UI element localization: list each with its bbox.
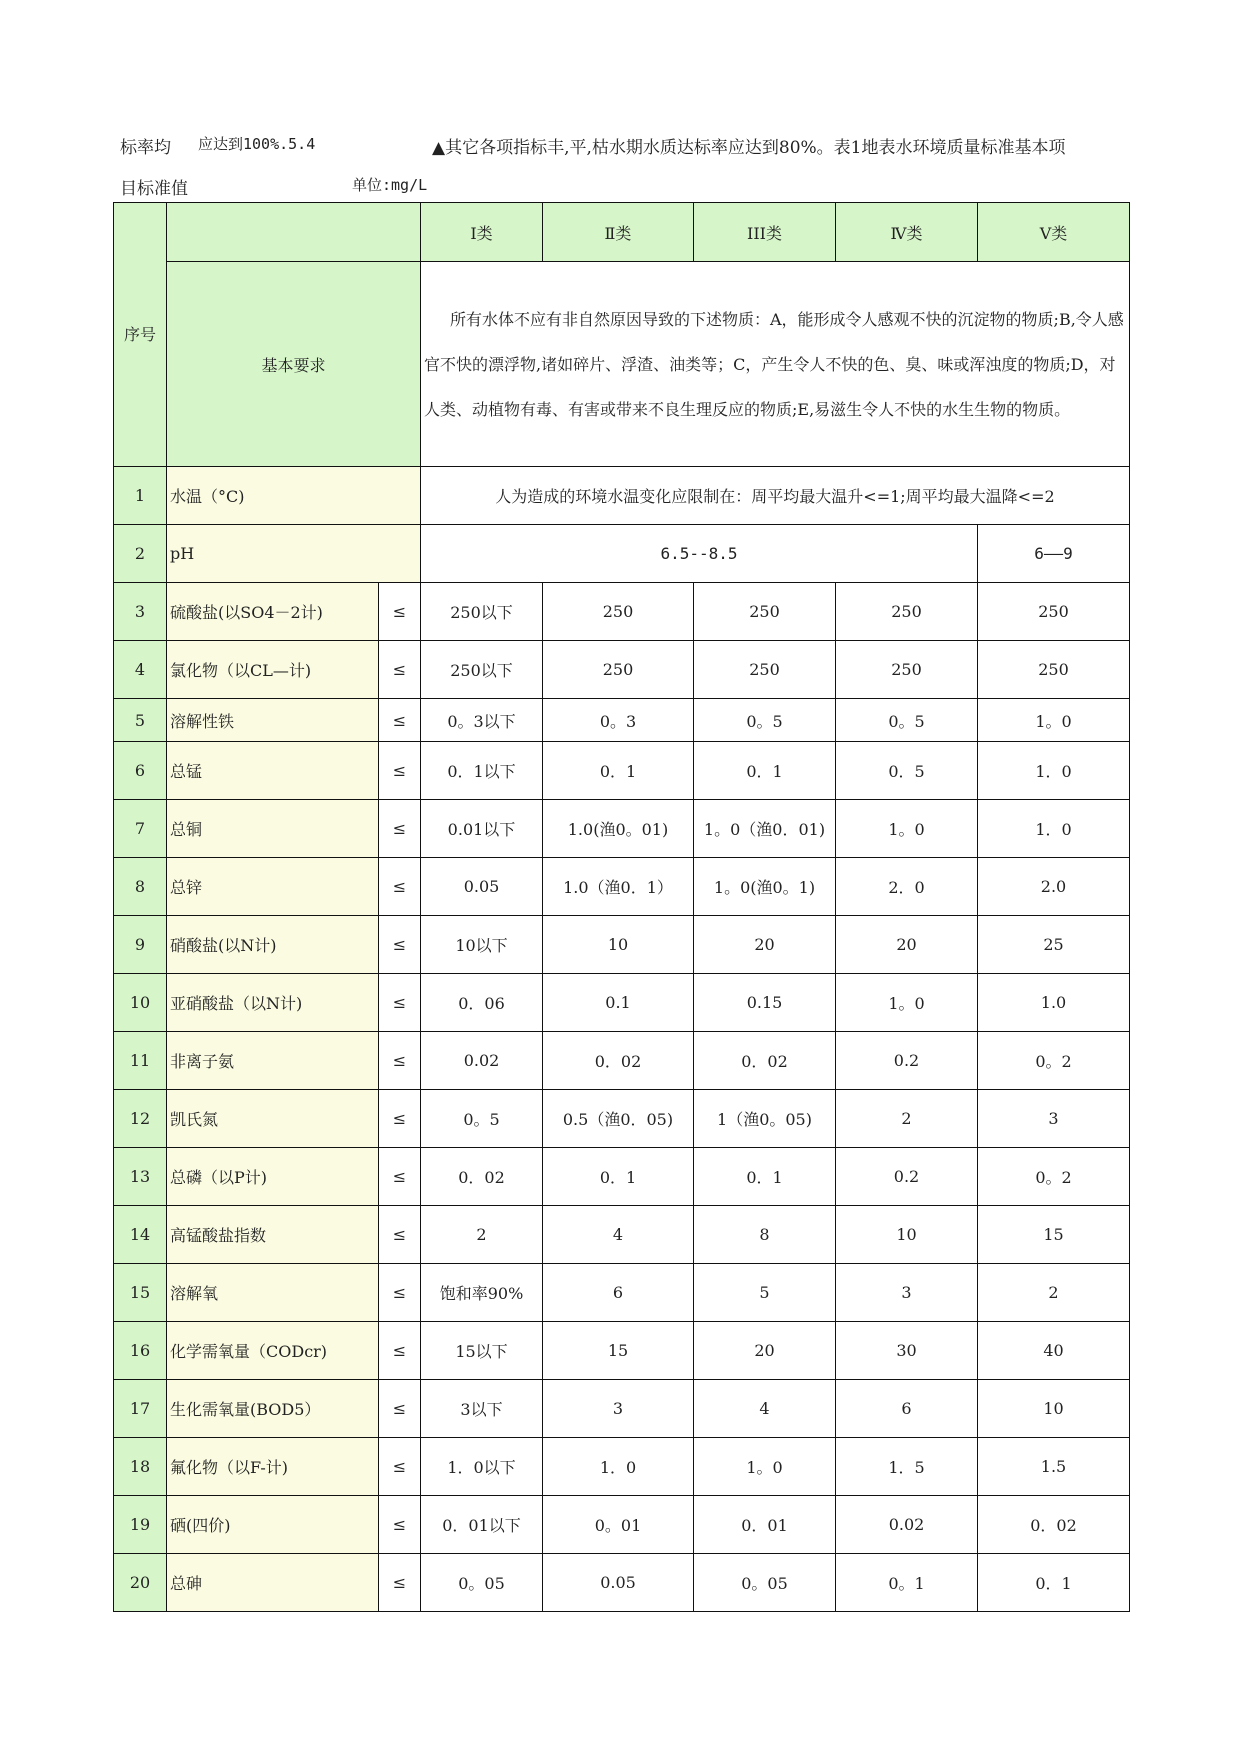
class-2-value: 15 bbox=[543, 1322, 694, 1380]
row-no: 6 bbox=[114, 742, 167, 800]
class-3-value: 250 bbox=[694, 641, 836, 699]
item-header-blank bbox=[167, 203, 421, 262]
row-water-temp bbox=[114, 467, 1130, 525]
class-1-value: 0．01以下 bbox=[421, 1496, 543, 1554]
class-3-value: 250 bbox=[694, 583, 836, 641]
le-symbol: ≤ bbox=[379, 1264, 421, 1322]
le-symbol: ≤ bbox=[379, 1090, 421, 1148]
table-row bbox=[114, 1380, 1130, 1438]
table-row bbox=[114, 1322, 1130, 1380]
class-4-value: 1．5 bbox=[836, 1438, 978, 1496]
class-5-value: 0。2 bbox=[978, 1032, 1130, 1090]
class-2-value: 0．1 bbox=[543, 742, 694, 800]
class-3-value: 20 bbox=[694, 1322, 836, 1380]
row-no: 8 bbox=[114, 858, 167, 916]
class-5-value: 1。0 bbox=[978, 699, 1130, 742]
table-row bbox=[114, 1438, 1130, 1496]
row-no: 17 bbox=[114, 1380, 167, 1438]
class-1-value: 0．02 bbox=[421, 1148, 543, 1206]
class-4-value: 10 bbox=[836, 1206, 978, 1264]
class-2-value: 0.05 bbox=[543, 1554, 694, 1612]
row-no: 5 bbox=[114, 699, 167, 742]
class-4-value: 0。5 bbox=[836, 699, 978, 742]
le-symbol: ≤ bbox=[379, 1032, 421, 1090]
class-5-value: 10 bbox=[978, 1380, 1130, 1438]
le-symbol: ≤ bbox=[379, 916, 421, 974]
class-2-header: Ⅱ类 bbox=[543, 203, 694, 262]
class-4-value: 1。0 bbox=[836, 800, 978, 858]
class-1-value: 0。05 bbox=[421, 1554, 543, 1612]
class-4-value: 0.2 bbox=[836, 1032, 978, 1090]
class-1-value: 1．0以下 bbox=[421, 1438, 543, 1496]
class-2-value: 10 bbox=[543, 916, 694, 974]
class-5-value: 0。2 bbox=[978, 1148, 1130, 1206]
class-2-value: 250 bbox=[543, 583, 694, 641]
row-name: 总锰 bbox=[167, 742, 379, 800]
class-1-value: 250以下 bbox=[421, 583, 543, 641]
class-4-value: 250 bbox=[836, 583, 978, 641]
table-row bbox=[114, 1264, 1130, 1322]
class-1-value: 15以下 bbox=[421, 1322, 543, 1380]
row-name: 溶解性铁 bbox=[167, 699, 379, 742]
class-3-value: 0.15 bbox=[694, 974, 836, 1032]
class-4-value: 0.02 bbox=[836, 1496, 978, 1554]
row-name: pH bbox=[167, 525, 421, 583]
class-5-header: Ⅴ类 bbox=[978, 203, 1130, 262]
row-no: 7 bbox=[114, 800, 167, 858]
class-3-value: 1（渔0。05) bbox=[694, 1090, 836, 1148]
table-row bbox=[114, 800, 1130, 858]
row-name: 水温（°C) bbox=[167, 467, 421, 525]
table-row bbox=[114, 858, 1130, 916]
le-symbol: ≤ bbox=[379, 1322, 421, 1380]
class-3-value: 8 bbox=[694, 1206, 836, 1264]
basic-req-label: 基本要求 bbox=[167, 262, 421, 467]
le-symbol: ≤ bbox=[379, 1554, 421, 1612]
class-2-value: 3 bbox=[543, 1380, 694, 1438]
class-1-value: 2 bbox=[421, 1206, 543, 1264]
header-line-1 bbox=[120, 133, 1066, 158]
class-3-value: 0。05 bbox=[694, 1554, 836, 1612]
class-4-value: 2．0 bbox=[836, 858, 978, 916]
row-name: 总磷（以P计) bbox=[167, 1148, 379, 1206]
row-name: 总铜 bbox=[167, 800, 379, 858]
le-symbol: ≤ bbox=[379, 1496, 421, 1554]
row-no: 10 bbox=[114, 974, 167, 1032]
unit-label: 单位:mg/L bbox=[352, 176, 428, 194]
class-5-value: 250 bbox=[978, 641, 1130, 699]
class-4-value: 30 bbox=[836, 1322, 978, 1380]
row-name: 氯化物（以CL—计) bbox=[167, 641, 379, 699]
class-3-value: 0．02 bbox=[694, 1032, 836, 1090]
table-row bbox=[114, 1090, 1130, 1148]
table-row bbox=[114, 1496, 1130, 1554]
le-symbol: ≤ bbox=[379, 858, 421, 916]
class-1-value: 0.01以下 bbox=[421, 800, 543, 858]
class-5-value: 3 bbox=[978, 1090, 1130, 1148]
le-symbol: ≤ bbox=[379, 1438, 421, 1496]
class-2-value: 1.0（渔0．1） bbox=[543, 858, 694, 916]
le-symbol: ≤ bbox=[379, 1380, 421, 1438]
class-5-value: 250 bbox=[978, 583, 1130, 641]
row-name: 硝酸盐(以N计) bbox=[167, 916, 379, 974]
class-4-header: Ⅳ类 bbox=[836, 203, 978, 262]
row-name: 氟化物（以F-计) bbox=[167, 1438, 379, 1496]
le-symbol: ≤ bbox=[379, 699, 421, 742]
row-no: 20 bbox=[114, 1554, 167, 1612]
class-3-value: 1。0 bbox=[694, 1438, 836, 1496]
le-symbol: ≤ bbox=[379, 641, 421, 699]
row-no: 4 bbox=[114, 641, 167, 699]
row-no: 18 bbox=[114, 1438, 167, 1496]
class-2-value: 0.5（渔0．05) bbox=[543, 1090, 694, 1148]
class-3-value: 0．01 bbox=[694, 1496, 836, 1554]
class-1-value: 0。3以下 bbox=[421, 699, 543, 742]
row-no: 14 bbox=[114, 1206, 167, 1264]
row-name: 凯氏氮 bbox=[167, 1090, 379, 1148]
row-no: 2 bbox=[114, 525, 167, 583]
le-symbol: ≤ bbox=[379, 583, 421, 641]
class-2-value: 0．1 bbox=[543, 1148, 694, 1206]
le-symbol: ≤ bbox=[379, 974, 421, 1032]
class-1-value: 0．1以下 bbox=[421, 742, 543, 800]
row-no: 16 bbox=[114, 1322, 167, 1380]
ph-range-1-4: 6.5--8.5 bbox=[421, 525, 978, 583]
class-header-row bbox=[114, 203, 1130, 262]
class-3-value: 1。0(渔0。1) bbox=[694, 858, 836, 916]
water-quality-table bbox=[113, 202, 1130, 1612]
row-no: 3 bbox=[114, 583, 167, 641]
class-5-value: 1．0 bbox=[978, 800, 1130, 858]
table-row bbox=[114, 583, 1130, 641]
class-1-value: 0．06 bbox=[421, 974, 543, 1032]
row-name: 溶解氧 bbox=[167, 1264, 379, 1322]
class-1-value: 250以下 bbox=[421, 641, 543, 699]
row-name: 亚硝酸盐（以N计) bbox=[167, 974, 379, 1032]
class-5-value: 2.0 bbox=[978, 858, 1130, 916]
class-4-value: 1。0 bbox=[836, 974, 978, 1032]
class-5-value: 25 bbox=[978, 916, 1130, 974]
le-symbol: ≤ bbox=[379, 1148, 421, 1206]
row-name: 总锌 bbox=[167, 858, 379, 916]
class-1-value: 10以下 bbox=[421, 916, 543, 974]
row-name: 高锰酸盐指数 bbox=[167, 1206, 379, 1264]
class-2-value: 6 bbox=[543, 1264, 694, 1322]
class-1-value: 饱和率90% bbox=[421, 1264, 543, 1322]
ph-range-5: 6——9 bbox=[978, 525, 1130, 583]
basic-req-row bbox=[114, 262, 1130, 467]
header-text-1: 标率均 bbox=[120, 138, 171, 158]
row-no: 13 bbox=[114, 1148, 167, 1206]
class-4-value: 0.2 bbox=[836, 1148, 978, 1206]
header-text-3: ▲其它各项指标丰,平,枯水期水质达标率应达到80%。表1地表水环境质量标准基本项 bbox=[432, 138, 1066, 158]
class-4-value: 0．5 bbox=[836, 742, 978, 800]
class-1-value: 0。5 bbox=[421, 1090, 543, 1148]
data-rows bbox=[114, 583, 1130, 1612]
class-2-value: 4 bbox=[543, 1206, 694, 1264]
class-2-value: 250 bbox=[543, 641, 694, 699]
class-3-value: 5 bbox=[694, 1264, 836, 1322]
row-no: 9 bbox=[114, 916, 167, 974]
class-1-value: 0.05 bbox=[421, 858, 543, 916]
le-symbol: ≤ bbox=[379, 1206, 421, 1264]
table-row bbox=[114, 742, 1130, 800]
class-3-value: 0．1 bbox=[694, 1148, 836, 1206]
class-3-header: ⅠⅠⅠ类 bbox=[694, 203, 836, 262]
class-5-value: 0．02 bbox=[978, 1496, 1130, 1554]
class-5-value: 15 bbox=[978, 1206, 1130, 1264]
class-4-value: 250 bbox=[836, 641, 978, 699]
header-text-2: 应达到100%.5.4 bbox=[198, 135, 316, 153]
class-3-value: 20 bbox=[694, 916, 836, 974]
class-4-value: 3 bbox=[836, 1264, 978, 1322]
class-2-value: 0．02 bbox=[543, 1032, 694, 1090]
class-2-value: 0.1 bbox=[543, 974, 694, 1032]
row-text: 人为造成的环境水温变化应限制在：周平均最大温升<=1;周平均最大温降<=2 bbox=[421, 467, 1130, 525]
class-1-value: 0.02 bbox=[421, 1032, 543, 1090]
table-row bbox=[114, 1148, 1130, 1206]
class-1-value: 3以下 bbox=[421, 1380, 543, 1438]
le-symbol: ≤ bbox=[379, 742, 421, 800]
le-symbol: ≤ bbox=[379, 800, 421, 858]
class-5-value: 1.0 bbox=[978, 974, 1130, 1032]
class-5-value: 1．0 bbox=[978, 742, 1130, 800]
class-3-value: 1。0（渔0．01) bbox=[694, 800, 836, 858]
basic-req-text: 所有水体不应有非自然原因导致的下述物质：A，能形成令人感观不快的沉淀物的物质;B,令人感官不快的漂浮物,诸如碎片、浮渣、油类等；C，产生令人不快的色、臭、味或浑浊度的物质;D，对人类、动植物有毒、有害或带来不良生理反应的物质;E,易滋生令人不快的水生生物的物质。 bbox=[421, 262, 1130, 467]
class-5-value: 1.5 bbox=[978, 1438, 1130, 1496]
class-4-value: 20 bbox=[836, 916, 978, 974]
class-2-value: 1.0(渔0。01) bbox=[543, 800, 694, 858]
row-no: 19 bbox=[114, 1496, 167, 1554]
table-row bbox=[114, 1554, 1130, 1612]
class-5-value: 0．1 bbox=[978, 1554, 1130, 1612]
class-5-value: 40 bbox=[978, 1322, 1130, 1380]
class-1-header: Ⅰ类 bbox=[421, 203, 543, 262]
seq-header: 序号 bbox=[114, 203, 167, 467]
table-row bbox=[114, 699, 1130, 742]
row-name: 总砷 bbox=[167, 1554, 379, 1612]
class-4-value: 6 bbox=[836, 1380, 978, 1438]
class-5-value: 2 bbox=[978, 1264, 1130, 1322]
row-no: 15 bbox=[114, 1264, 167, 1322]
row-no: 1 bbox=[114, 467, 167, 525]
table-title-tail: 目标准值 bbox=[120, 179, 188, 199]
header-line-2 bbox=[120, 174, 428, 199]
class-2-value: 1．0 bbox=[543, 1438, 694, 1496]
row-name: 非离子氨 bbox=[167, 1032, 379, 1090]
class-2-value: 0。3 bbox=[543, 699, 694, 742]
row-no: 12 bbox=[114, 1090, 167, 1148]
class-4-value: 2 bbox=[836, 1090, 978, 1148]
row-name: 硫酸盐(以SO4－2计) bbox=[167, 583, 379, 641]
class-2-value: 0。01 bbox=[543, 1496, 694, 1554]
class-4-value: 0。1 bbox=[836, 1554, 978, 1612]
table-row bbox=[114, 1206, 1130, 1264]
row-name: 化学需氧量（CODcr) bbox=[167, 1322, 379, 1380]
row-name: 生化需氧量(BOD5） bbox=[167, 1380, 379, 1438]
table-row bbox=[114, 974, 1130, 1032]
class-3-value: 4 bbox=[694, 1380, 836, 1438]
table-row bbox=[114, 641, 1130, 699]
class-3-value: 0。5 bbox=[694, 699, 836, 742]
table-row bbox=[114, 1032, 1130, 1090]
table-row bbox=[114, 916, 1130, 974]
row-ph bbox=[114, 525, 1130, 583]
class-3-value: 0．1 bbox=[694, 742, 836, 800]
row-no: 11 bbox=[114, 1032, 167, 1090]
row-name: 硒(四价) bbox=[167, 1496, 379, 1554]
